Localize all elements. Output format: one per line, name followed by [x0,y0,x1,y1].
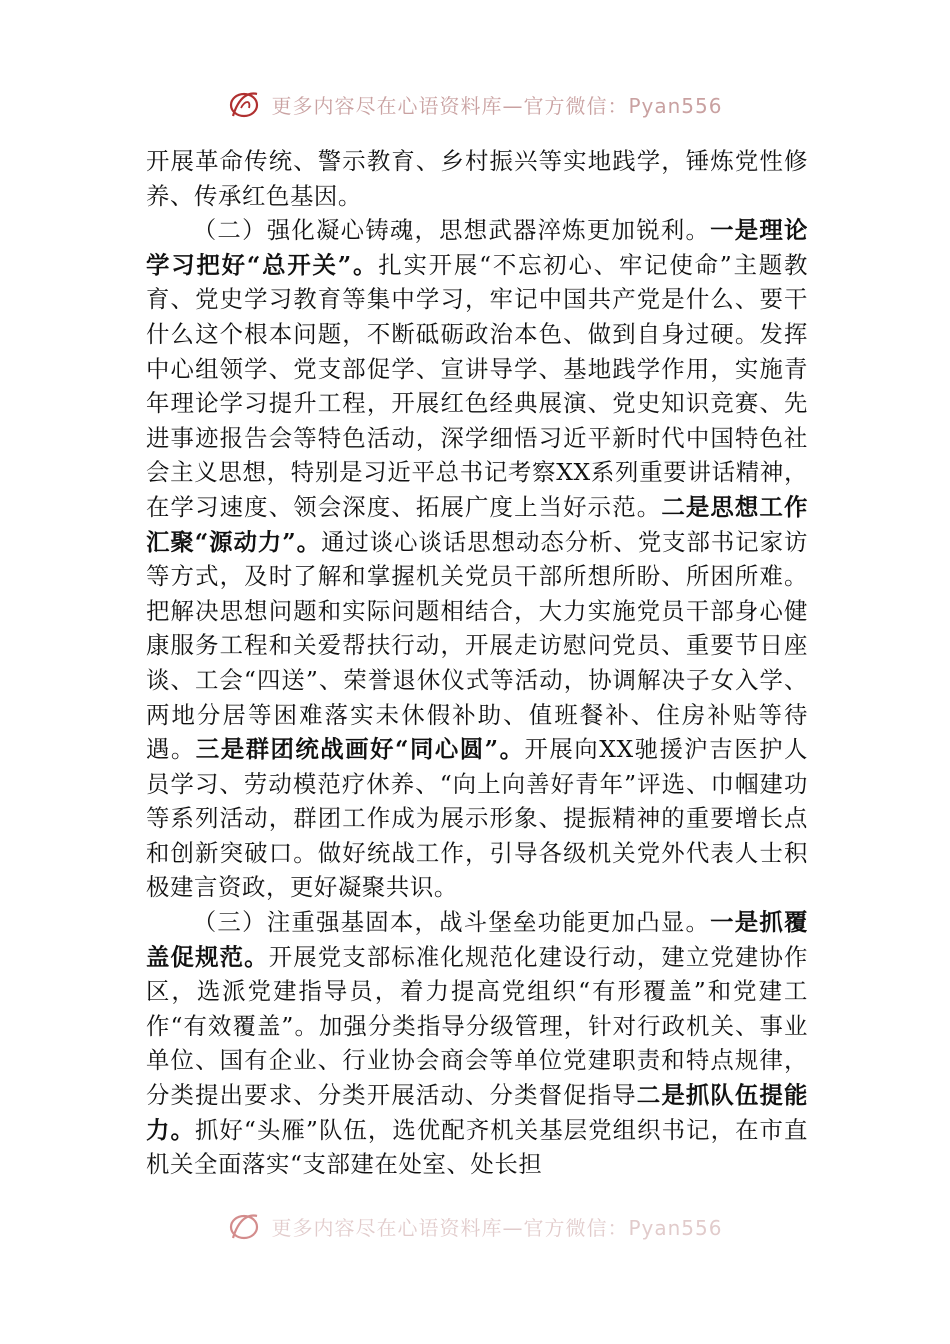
footer-watermark-text: 更多内容尽在心语资料库—官方微信：Pyan556 [271,1215,723,1240]
handwritten-logo-icon [227,86,263,122]
header-watermark-text: 更多内容尽在心语资料库—官方微信：Pyan556 [271,93,723,118]
paragraph-3 [146,905,808,1182]
section-two-heading: （二）强化凝心铸魂，思想武器淬炼更加锐利。 [192,216,711,245]
section-three-point-two-text: 抓好“头雁”队伍，选优配齐机关基层党组织书记，在市直机关全面落实“支部建在处室、处长担 [146,1115,809,1179]
point-one-heading: 一是理论学习把好“总开关”。 [146,216,808,279]
document-body [146,144,808,1182]
page-footer-watermark [0,1206,950,1246]
paragraph-2 [146,213,808,905]
section-three-point-two-heading: 二是抓队伍提能力。 [146,1081,809,1144]
section-three-point-one-heading: 一是抓覆盖促规范。 [146,908,808,971]
point-three-text: 开展向XX驰援沪吉医护人员学习、劳动模范疗休养、“向上向善好青年”评选、巾帼建功等系列活动，群团工作成为展示形象、提振精神的重要增长点和创新突破口。做好统战工作，引导各级机关党外代表人士积极建言资政，更好凝聚共识。 [146,735,808,902]
page-header-watermark [0,84,950,124]
point-three-heading: 三是群团统战画好“同心圆”。 [195,735,525,764]
point-one-text: 扎实开展“不忘初心、牢记使命”主题教育、党史学习教育等集中学习，牢记中国共产党是什么、要干什么这个根本问题，不断砥砺政治本色、做到自身过硬。发挥中心组领学、党支部促学、宣讲导学、基地践学作用，实施青年理论学习提升工程，开展红色经典展演、党史知识竞赛、先进事迹报告会等特色活动，深学细悟习近平新时代中国特色社会主义思想，特别是习近平总书记考察XX系列重要讲话精神，在学习速度、领会深度、拓展广度上当好示范。 [146,250,808,521]
section-three-heading: （三）注重强基固本，战斗堡垒功能更加凸显。 [192,908,711,937]
paragraph-1: 开展革命传统、警示教育、乡村振兴等实地践学，锤炼党性修养、传承红色基因。 [146,147,808,210]
handwritten-logo-icon [227,1208,263,1244]
section-three-point-one-text: 开展党支部标准化规范化建设行动，建立党建协作区，选派党建指导员，着力提高党组织“有形覆盖”和党建工作“有效覆盖”。加强分类指导分级管理，针对行政机关、事业单位、国有企业、行业协会商会等单位党建职责和特点规律，分类提出要求、分类开展活动、分类督促指导 [146,942,809,1110]
point-two-heading: 二是思想工作汇聚“源动力”。 [146,492,808,556]
point-two-text: 通过谈心谈话思想动态分析、党支部书记家访等方式，及时了解和掌握机关党员干部所想所盼、所困所难。把解决思想问题和实际问题相结合，大力实施党员干部身心健康服务工程和关爱帮扶行动，开展走访慰问党员、重要节日座谈、工会“四送”、荣誉退休仪式等活动，协调解决子女入学、两地分居等困难落实未休假补助、值班餐补、住房补贴等待遇。 [146,527,808,764]
